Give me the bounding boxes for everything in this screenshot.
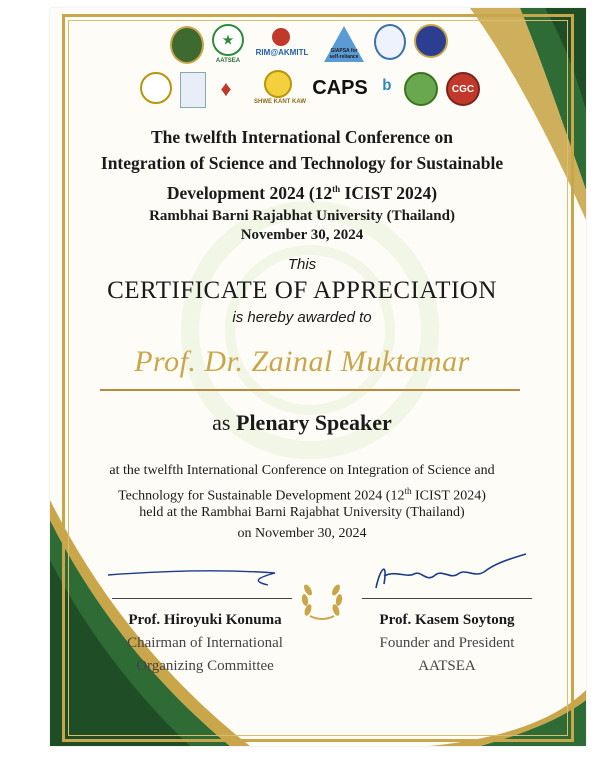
partner-logo-6: ᵇ: [382, 75, 392, 100]
body-line4: on November 30, 2024: [237, 526, 367, 541]
aatsea-caption: AATSEA: [215, 58, 241, 64]
signatory-title-left-1: Chairman of International: [127, 635, 283, 651]
this-text: This: [287, 256, 317, 273]
partner-logo-1: [374, 24, 406, 60]
university-seal-logo: [170, 26, 204, 64]
signature-line-left: [112, 598, 292, 599]
signatory-name-left: Prof. Hiroyuki Konuma: [128, 612, 282, 628]
body-line1: at the twelfth International Conference on Integration of Science and: [109, 463, 495, 478]
body-line2: Technology for Sustainable Development 2024 (12th ICIST 2024): [118, 486, 486, 504]
signatory-title-right-2: AATSEA: [418, 658, 476, 674]
aatsea-logo: ★: [212, 24, 244, 56]
conference-title-line1: The twelfth International Conference on: [150, 127, 453, 147]
conference-title-line2: Integration of Science and Technology for Sustainable: [100, 153, 504, 173]
giapsa-logo: GIAPSA for self-reliance: [322, 24, 366, 64]
conference-date: November 30, 2024: [240, 227, 364, 243]
awarded-text: is hereby awarded to: [232, 309, 372, 326]
partner-logo-5: ♦: [220, 76, 232, 101]
recipient-name: Prof. Dr. Zainal Muktamar: [134, 345, 470, 378]
body-line3: held at the Rambhai Barni Rajabhat University (Thailand): [139, 505, 465, 520]
signatory-title-left-2: Organizing Committee: [136, 658, 274, 674]
role-line: as Plenary Speaker: [212, 410, 392, 435]
signatory-name-right: Prof. Kasem Soytong: [379, 612, 515, 628]
signature-soytong: [366, 548, 536, 603]
partner-logo-7: [404, 72, 438, 106]
caps-logo: CAPS: [312, 76, 368, 99]
signature-konuma: [100, 555, 290, 600]
shwe-kant-kaw-logo: [264, 70, 292, 98]
partner-logo-2: [414, 24, 448, 58]
shwe-kant-kaw-caption: SHWE KANT KAW: [254, 99, 306, 105]
conference-title-line3: Development 2024 (12th ICIST 2024): [166, 182, 438, 203]
partner-logo-3: [140, 72, 172, 104]
signature-line-right: [362, 598, 532, 599]
name-underline: [100, 389, 520, 391]
certificate-title: CERTIFICATE OF APPRECIATION: [107, 277, 497, 304]
rimoakmitl-logo: RIM@AKMITL: [252, 28, 312, 58]
cgc-logo: CGC: [446, 72, 480, 106]
partner-logo-4: [180, 72, 206, 108]
university-name: Rambhai Barni Rajabhat University (Thailand): [149, 208, 455, 224]
signatory-title-right-1: Founder and President: [379, 635, 515, 651]
